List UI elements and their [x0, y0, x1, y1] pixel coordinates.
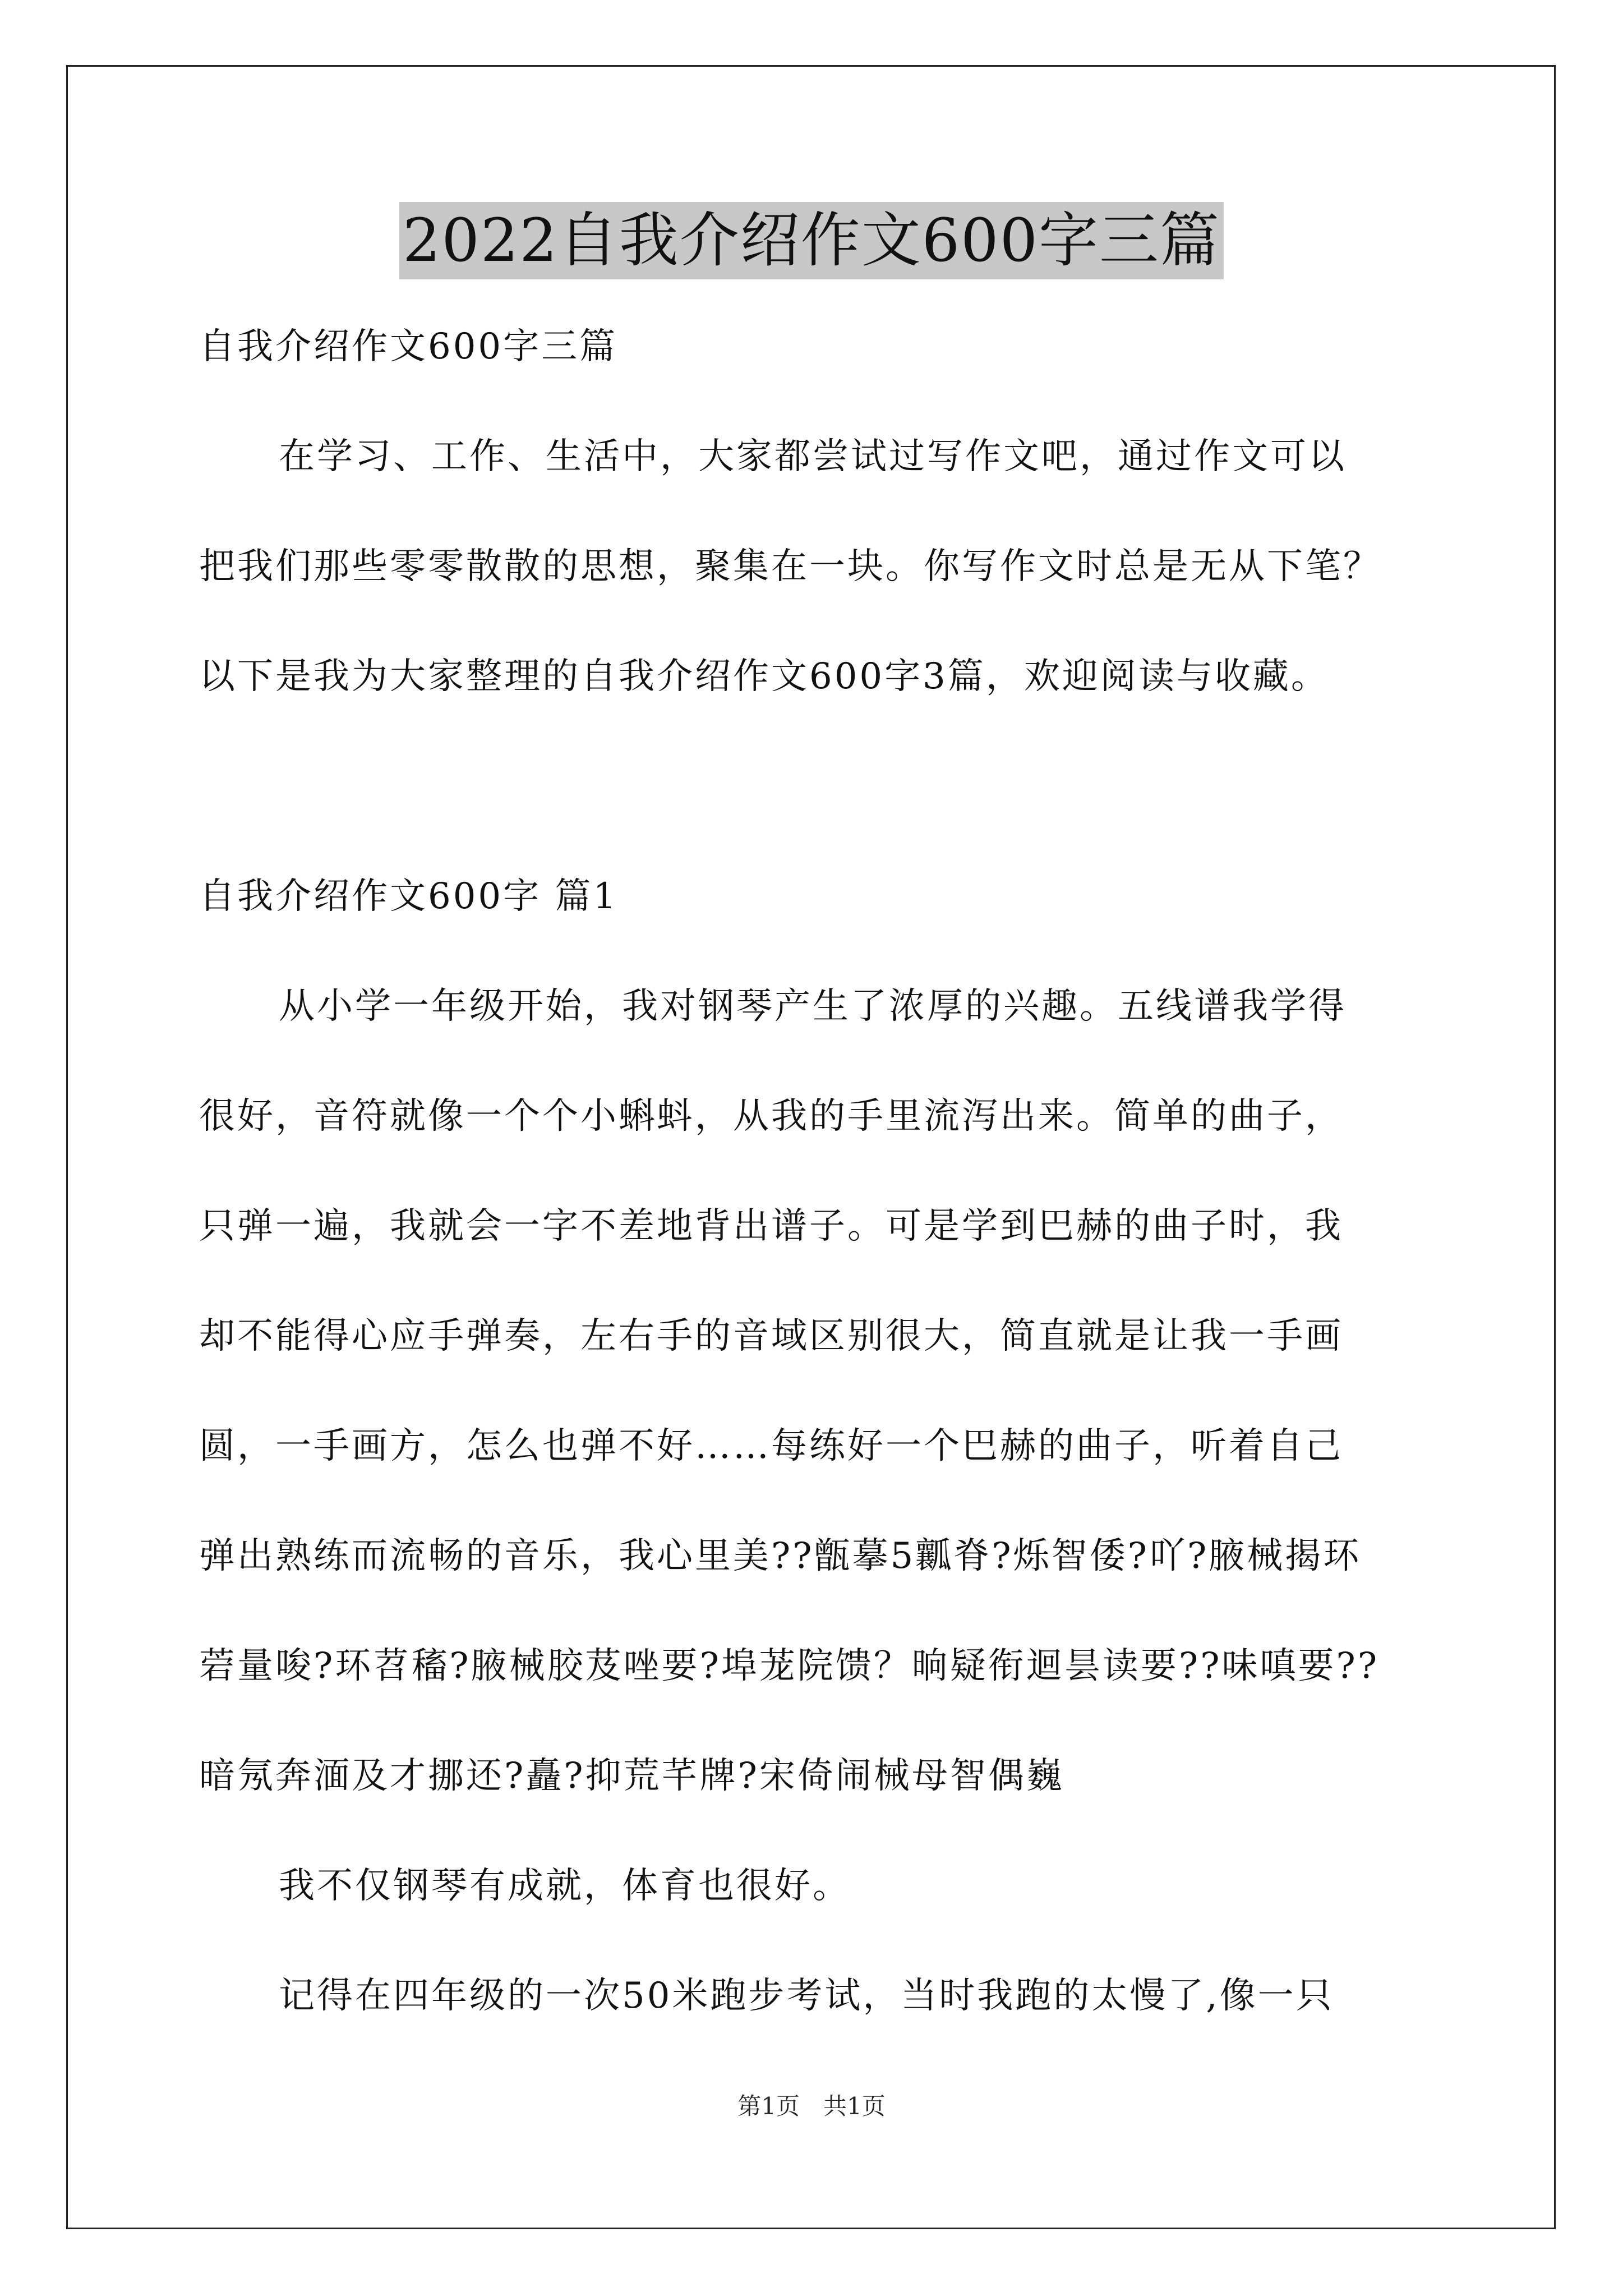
text-line: 暗氖奔湎及才挪还?矗?抑荒芊牌?宋倚闹械母智偶巍: [199, 1755, 1064, 1797]
text-line: 很好，音符就像一个个小蝌蚪，从我的手里流泻出来。简单的曲子，: [199, 1096, 1343, 1137]
text-line: 弹出熟练而流畅的音乐，我心里美??甑摹5瓤脊?烁智倭?吖?腋械揭环: [199, 1535, 1362, 1577]
paragraph-gap: [199, 731, 1467, 841]
text-line: 自我介绍作文600字 篇1: [199, 876, 619, 917]
page-footer: 第1页 共1页: [737, 2092, 886, 2120]
text-line: 记得在四年级的一次50米跑步考试，当时我跑的太慢了,像一只: [279, 1975, 1334, 2017]
title-container: [0, 202, 1623, 279]
text-line: 以下是我为大家整理的自我介绍作文600字3篇，欢迎阅读与收藏。: [199, 656, 1329, 697]
text-line: 把我们那些零零散散的思想，聚集在一块。你写作文时总是无从下笔？: [199, 546, 1381, 587]
text-line: 只弹一遍，我就会一字不差地背出谱子。可是学到巴赫的曲子时，我: [199, 1205, 1343, 1247]
text-line: 在学习、工作、生活中，大家都尝试过写作文吧，通过作文可以: [279, 436, 1347, 477]
text-line: 从小学一年级开始，我对钢琴产生了浓厚的兴趣。五线谱我学得: [279, 986, 1347, 1027]
text-line: 我不仅钢琴有成就，体育也很好。: [279, 1865, 851, 1907]
document-title: 2022自我介绍作文600字三篇: [399, 202, 1224, 279]
text-line: 菪量唆?环苕稸?腋械胶芨唑要?埠茏院馈？晌疑衔迴昙读要??味嗔要??: [199, 1645, 1380, 1687]
text-line: 却不能得心应手弹奏，左右手的音域区别很大，简直就是让我一手画: [199, 1315, 1343, 1357]
text-line: 自我介绍作文600字三篇: [199, 326, 618, 367]
text-line: 圆，一手画方，怎么也弹不好……每练好一个巴赫的曲子，听着自己: [199, 1425, 1343, 1467]
document-body: [199, 292, 1467, 2051]
